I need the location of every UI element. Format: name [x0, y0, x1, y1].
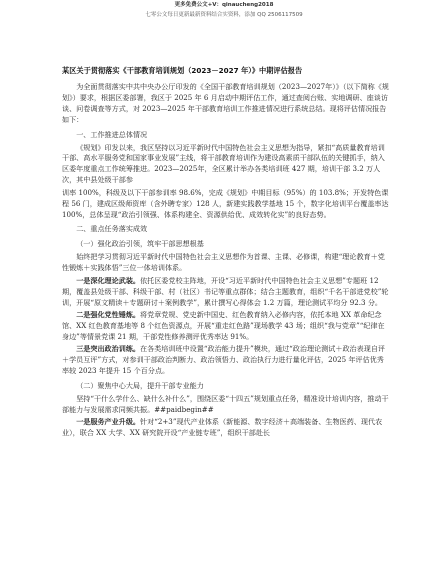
- subsection1-paragraph: 始终把学习贯彻习近平新时代中国特色社会主义思想作为首课、主课、必修课，构建“理论教育＋党性锻炼＋实践体悟”三位一体培训体系。: [62, 252, 385, 273]
- subsection2-paragraph: 坚持“干什么学什么、缺什么补什么”，围绕区委“十四五”规划重点任务，精准设计培训内容，推动干部能力与发展需求同频共振。##paidbegin##: [62, 393, 389, 414]
- item-1-text: 依托区委党校主阵地，开设“习近平新时代中国特色社会主义思想”专题班 12 期，覆盖县处级干部、科级干部、村（社区）书记等重点群体；结合主题教育，组织“千名干部进党校”轮训，开展“原文精读＋专题研讨＋案例教学”，累计撰写心得体会 1.2 万篇，理论测试平均分 92.3 分。: [62, 275, 389, 307]
- header-notice-line: 七零公文每日更新最新资料结合实资料，添加 QQ 2506117509: [145, 12, 303, 18]
- subsection-heading-1: （一）强化政治引领，筑牢干部思想根基: [76, 239, 204, 249]
- item-4-paragraph: [62, 417, 390, 439]
- subsection-heading-2: （二）聚焦中心大局，提升干部专业能力: [76, 381, 204, 391]
- item-2-lead: 二是强化党性锤炼。: [76, 310, 141, 319]
- intro-paragraph: 为全面贯彻落实中共中央办公厅印发的《全国干部教育培训规划（2023—2027年）》（以下简称《规划》）要求，根据区委部署，我区于 2025 年 6 月启动中期评估工作，通过查阅台账、实地调研、座谈访谈、问卷调查等方式，对 2023—2025 年干部教育培训工作推进情况进行系统总结。现将评估情况报告如下：: [62, 82, 389, 124]
- item-4-lead: 一是服务产业升级。: [76, 417, 141, 427]
- item-2-paragraph: [62, 310, 390, 343]
- document-body: [62, 82, 390, 441]
- section-heading-2: 二、重点任务落实成效: [76, 224, 148, 234]
- section-heading-1: 一、工作推进总体情况: [76, 129, 148, 139]
- item-3-text: 在各类培训班中设置“政治能力提升”模块，通过“政治理论测试＋政治表现自评＋学员互评”方式，对参训干部政治判断力、政治领悟力、政治执行力进行量化评估，2025 年评估优秀率较 2023 年提升 15 个百分点。: [62, 344, 386, 376]
- item-1-paragraph: [62, 276, 390, 309]
- section1-paragraph: 《规划》印发以来，我区坚持以习近平新时代中国特色社会主义思想为指导，紧扣“高质量教育培训干部、高水平服务党和国家事业发展”主线，将干部教育培训作为建设高素质干部队伍的关键抓手，纳入区委年度重点工作统筹推进。2023—2025年，全区累计举办各类培训班 427 期，培训干部 3.2 万人次，其中县处级干部参: [62, 142, 385, 185]
- item-2-text: 将党章党规、党史新中国史、红色教育纳入必修内容，依托本地 XX 革命纪念馆、XX 红色教育基地等 8 个红色资源点，开展“重走红色路”现场教学 43 场；组织“我与党章”“纪律在身边”等情景党课 21 期，干部党性修养测评优秀率达 91%。: [62, 310, 385, 341]
- document-title: 某区关于贯彻落实《干部教育培训规划（2023－2027 年）》中期评估报告: [62, 66, 303, 75]
- item-1-lead: 一是深化理论武装。: [76, 275, 141, 285]
- section1-paragraph-continued: 训率 100%，科级及以下干部参训率 98.6%，完成《规划》中期目标（95%）的 103.8%；开发特色课程 56 门，建成区级师资库（含外聘专家）128 人，新建实践教学基地 15 个，数字化培训平台覆盖率达 100%，总体呈现“政治引领强、体系构建全、资源供给优、成效转化实”的良好态势。: [62, 187, 389, 219]
- item-3-lead: 三是突出政治训练。: [76, 344, 141, 354]
- item-4-text: 针对“2+3”现代产业体系（新能源、数字经济＋高端装备、生物医药、现代农业），联合 XX 大学、XX 研究院开设“产业链专班”，组织干部赴长: [62, 417, 383, 438]
- item-3-paragraph: [62, 344, 390, 377]
- header-promo-line: 更多免费公文+V：qinaucheng2018: [174, 2, 274, 8]
